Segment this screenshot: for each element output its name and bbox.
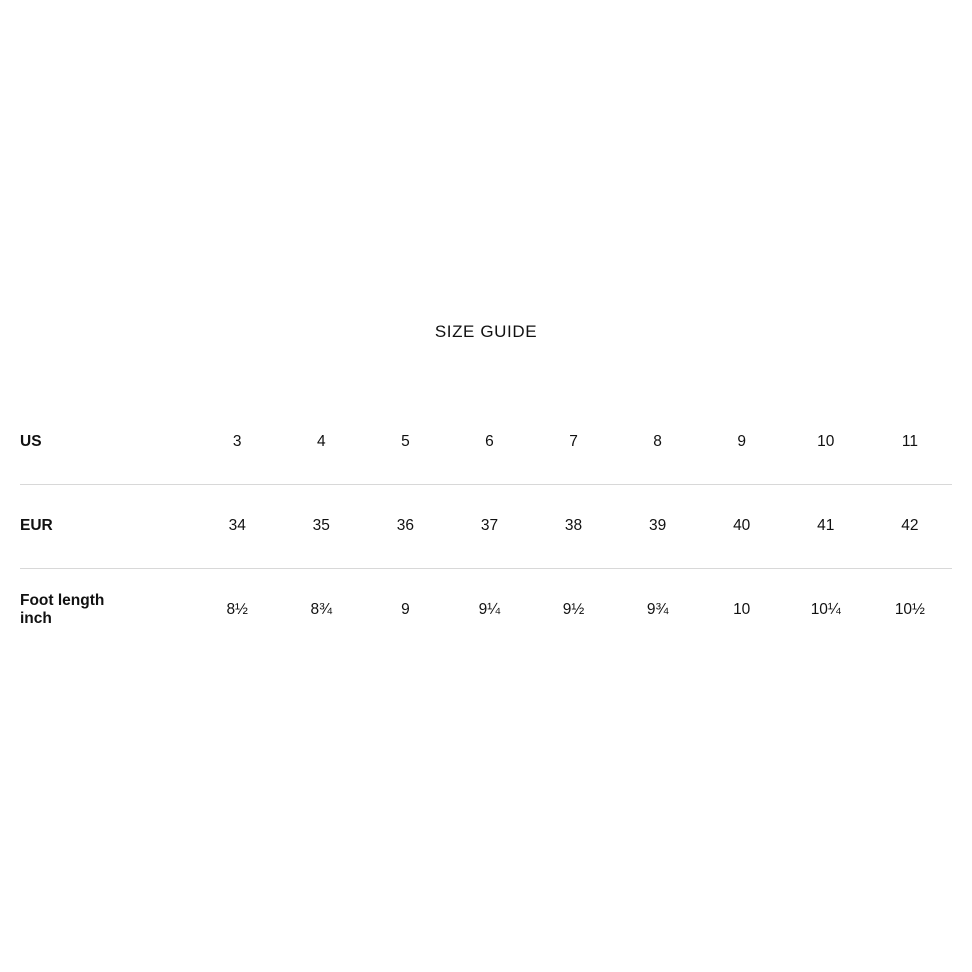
cell-us-2: 5	[401, 432, 410, 450]
cell-us-6: 9	[737, 432, 746, 450]
cell-foot-1: 8¾	[310, 601, 333, 619]
row-label-foot-length-line1: Foot length	[20, 592, 105, 610]
table-row	[20, 484, 952, 568]
cell-us-4: 7	[569, 432, 578, 450]
cell-foot-3: 9¼	[478, 601, 501, 619]
cell-foot-7: 10¼	[810, 601, 841, 619]
cell-eur-5: 39	[648, 517, 667, 534]
cell-us-1: 4	[316, 432, 326, 450]
row-label-eur: EUR	[20, 517, 53, 534]
cell-us-8: 11	[901, 432, 918, 450]
cell-eur-0: 34	[228, 517, 246, 534]
cell-us-5: 8	[653, 432, 662, 450]
cell-eur-8: 42	[901, 517, 919, 534]
row-label-us: US	[20, 432, 42, 450]
cell-foot-2: 9	[401, 601, 410, 619]
cell-us-3: 6	[485, 432, 494, 450]
cell-eur-2: 36	[396, 517, 414, 534]
cell-foot-6: 10	[733, 601, 751, 619]
row-label-foot-length	[20, 568, 195, 652]
cell-foot-4: 9½	[562, 601, 585, 619]
page-title: SIZE GUIDE	[434, 322, 538, 341]
cell-eur-3: 37	[480, 517, 499, 534]
cell-eur-1: 35	[312, 517, 330, 534]
size-guide-table-container	[20, 400, 952, 652]
table-row	[20, 400, 952, 484]
cell-eur-6: 40	[733, 517, 751, 534]
size-guide-table	[20, 400, 952, 652]
cell-us-7: 10	[817, 432, 835, 450]
table-row	[20, 568, 952, 652]
cell-eur-7: 41	[817, 517, 835, 534]
row-label-foot-length-line2: inch	[20, 610, 52, 628]
cell-foot-8: 10½	[894, 601, 925, 619]
cell-foot-5: 9¾	[646, 601, 669, 619]
cell-eur-4: 38	[564, 517, 583, 534]
cell-us-0: 3	[232, 432, 242, 450]
cell-foot-0: 8½	[226, 601, 248, 619]
